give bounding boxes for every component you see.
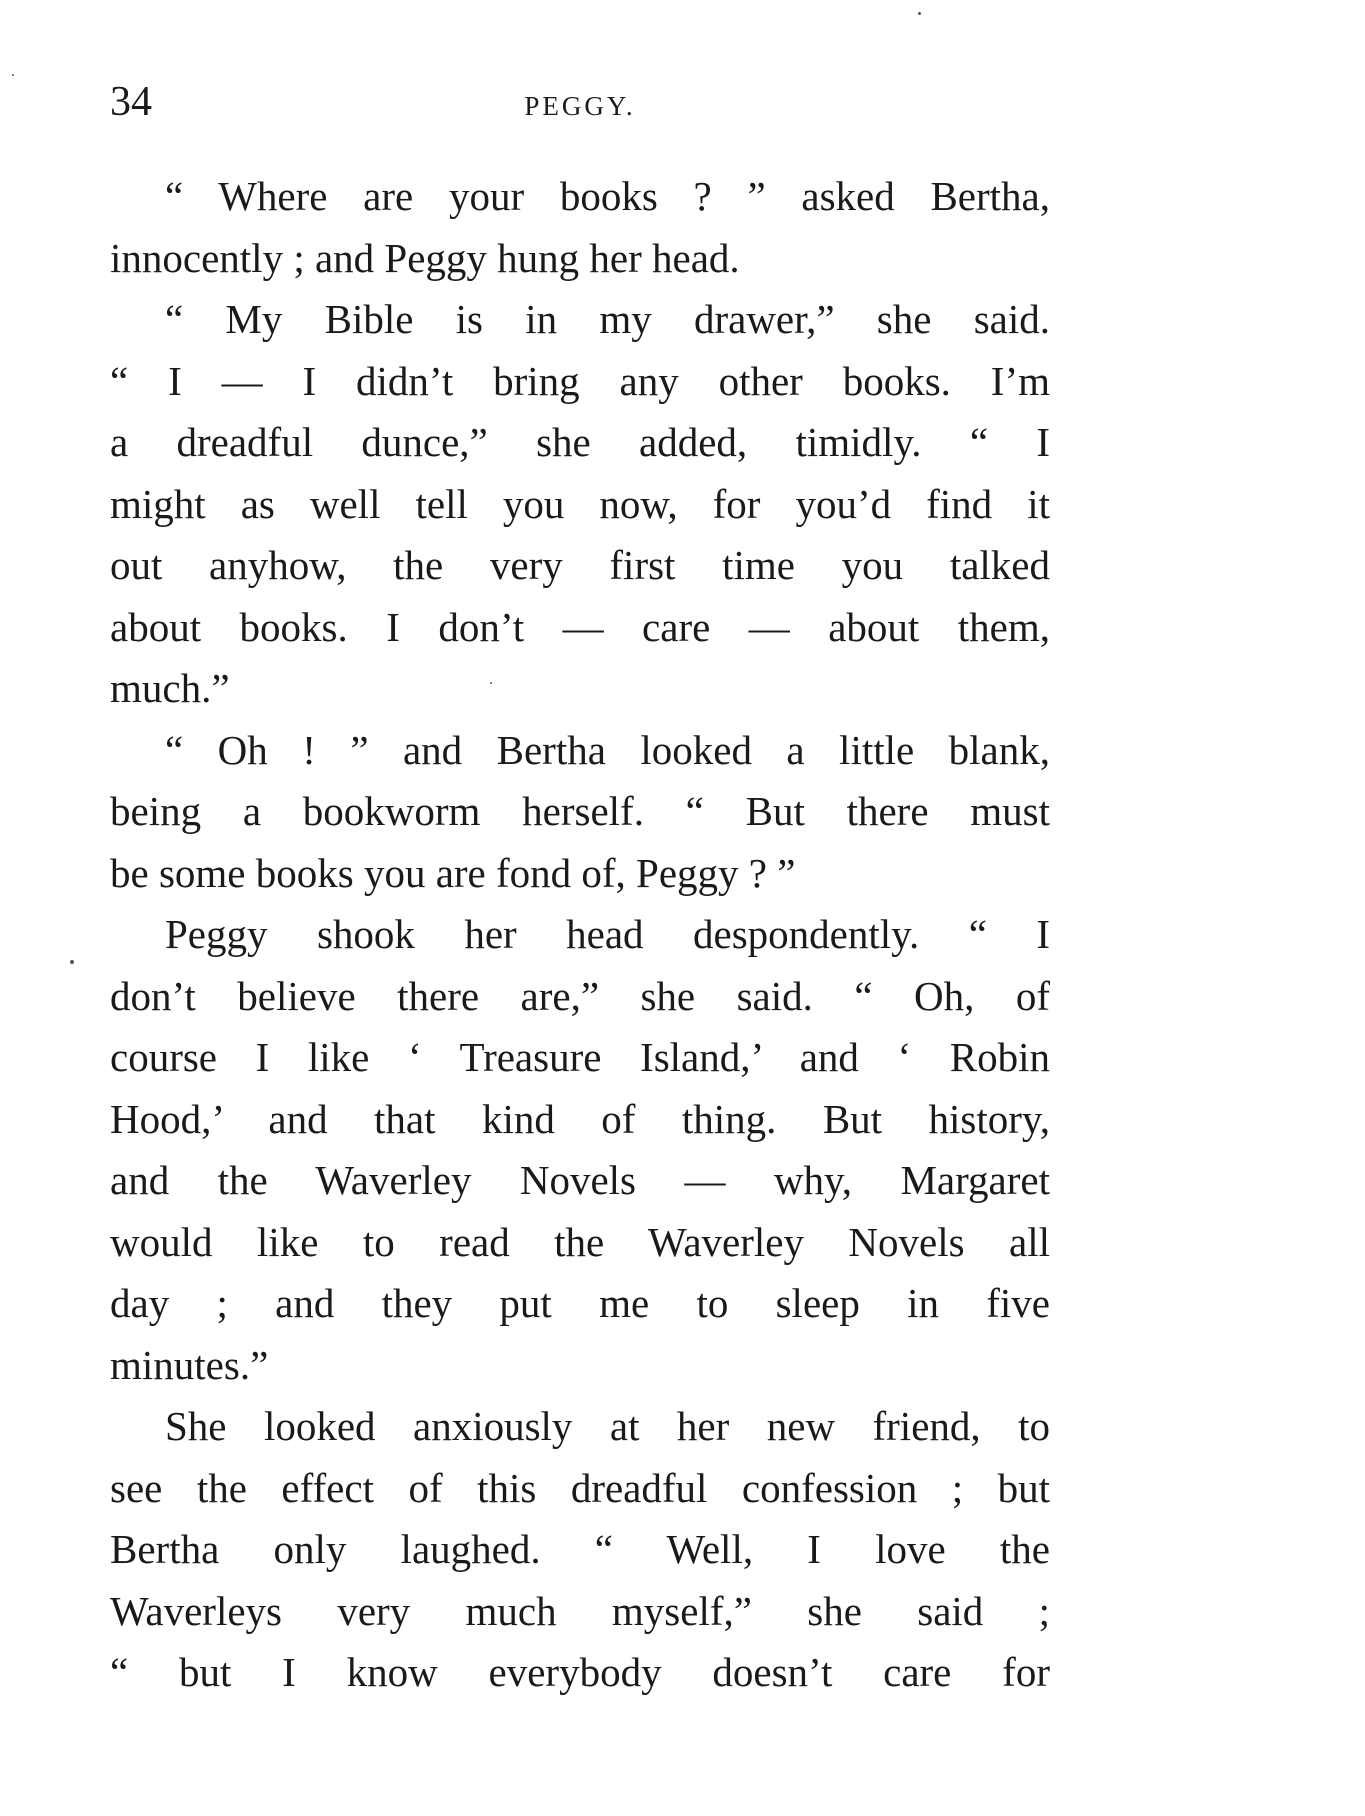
text-line: might as well tell you now, for you’d find it [110, 480, 1050, 527]
page-number: 34 [110, 79, 152, 125]
scan-speck [490, 682, 492, 684]
text-line: She looked anxiously at her new friend, to [165, 1403, 1050, 1449]
text-line: day ; and they put me to sleep in five [110, 1280, 1050, 1326]
scan-speck [70, 960, 74, 964]
text-line: a dreadful dunce,” she added, timidly. “ I [110, 419, 1050, 465]
text-line: about books. I don’t — care — about them, [110, 603, 1050, 650]
text-line: much.” [110, 665, 230, 711]
running-title: PEGGY. [524, 91, 636, 121]
text-line: “ Where are your books ? ” asked Bertha, [165, 173, 1050, 219]
text-line: “ I — I didn’t bring any other books. I’m [110, 357, 1050, 404]
text-line: “ My Bible is in my drawer,” she said. [165, 296, 1050, 342]
text-line: being a bookworm herself. “ But there must [110, 788, 1050, 834]
text-line: would like to read the Waverley Novels all [110, 1218, 1050, 1265]
text-line: out anyhow, the very first time you talked [110, 542, 1050, 588]
text-line: course I like ‘ Treasure Island,’ and ‘ Robin [110, 1034, 1050, 1080]
text-line: be some books you are fond of, Peggy ? ” [110, 849, 796, 896]
text-line: minutes.” [110, 1341, 269, 1388]
text-line: innocently ; and Peggy hung her head. [110, 234, 740, 281]
text-line: Hood,’ and that kind of thing. But history, [110, 1095, 1050, 1142]
text-line: “ Oh ! ” and Bertha looked a little blank, [165, 726, 1050, 773]
text-line: Bertha only laughed. “ Well, I love the [110, 1526, 1050, 1572]
text-line: “ but I know everybody doesn’t care for [110, 1649, 1050, 1695]
page-header [110, 72, 1050, 132]
scan-speck [918, 12, 921, 15]
text-line: don’t believe there are,” she said. “ Oh, of [110, 972, 1050, 1019]
text-line: and the Waverley Novels — why, Margaret [110, 1157, 1050, 1203]
text-line: Waverleys very much myself,” she said ; [110, 1587, 1050, 1634]
scan-speck [12, 74, 14, 76]
body-text [110, 166, 1050, 1704]
text-line: Peggy shook her head despondently. “ I [165, 911, 1050, 957]
text-line: see the effect of this dreadful confession ; but [110, 1464, 1050, 1511]
